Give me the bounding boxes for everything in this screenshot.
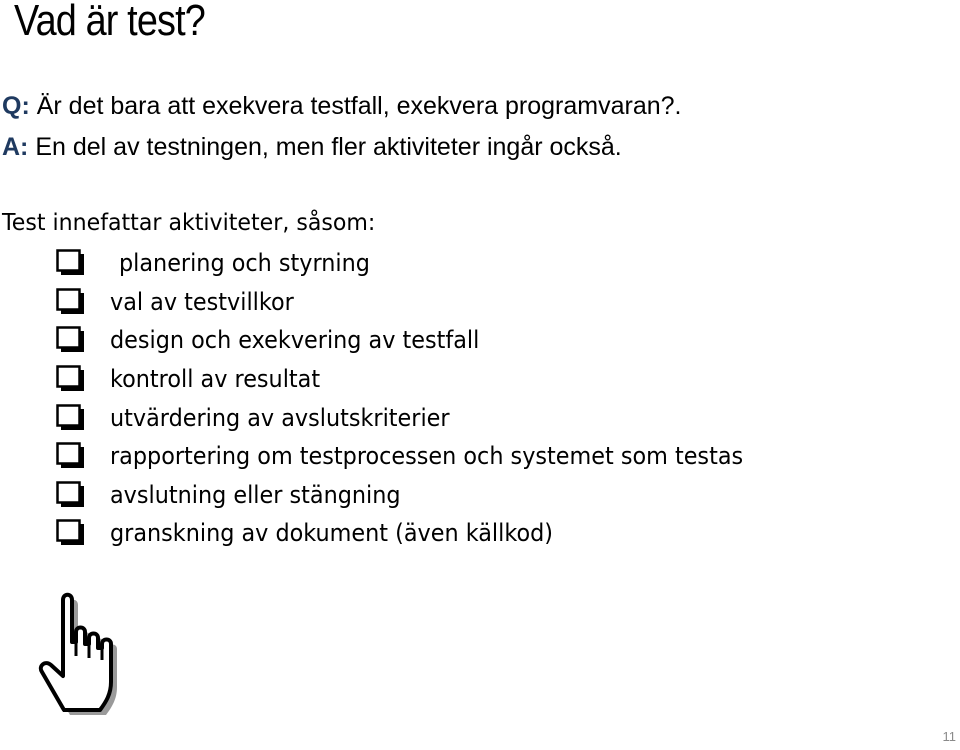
checkbox-bullet-icon [56,404,86,432]
checkbox-bullet-icon [56,442,86,470]
list-item-label: granskning av dokument (även källkod) [110,519,553,548]
list-item-label: rapportering om testprocessen och systemet som testas [110,442,744,471]
question-line [2,86,682,127]
checkbox-bullet-icon [56,326,86,354]
list-item [56,321,791,360]
list-item-label: design och exekvering av testfall [110,326,480,355]
checkbox-bullet-icon [56,249,86,277]
checkbox-bullet-icon [56,519,86,547]
list-item [56,437,791,476]
list-item-label: kontroll av resultat [110,365,321,394]
slide-title: Vad är test? [14,0,205,45]
qa-block [2,86,682,168]
answer-line [2,127,682,168]
list-item [56,514,791,553]
activity-list [56,244,791,553]
list-item [56,360,791,399]
list-item [56,398,791,437]
list-item-label: avslutning eller stängning [110,480,401,509]
list-item [56,283,791,322]
question-text: Är det bara att exekvera testfall, exekvera programvaran?. [29,92,682,120]
list-item [56,244,791,283]
answer-text: En del av testningen, men fler aktiviteter ingår också. [28,133,622,161]
pointing-hand-icon [30,590,122,725]
checkbox-bullet-icon [56,481,86,509]
checkbox-bullet-icon [56,288,86,316]
checkbox-bullet-icon [56,365,86,393]
page-number: 11 [942,729,956,744]
answer-label: A: [2,133,29,161]
list-intro: Test innefattar aktiviteter, såsom: [2,210,376,236]
list-item [56,476,791,515]
list-item-label: utvärdering av avslutskriterier [110,403,450,432]
list-item-label: val av testvillkor [110,287,294,316]
question-label: Q: [2,92,30,120]
list-item-label: planering och styrning [119,249,370,278]
